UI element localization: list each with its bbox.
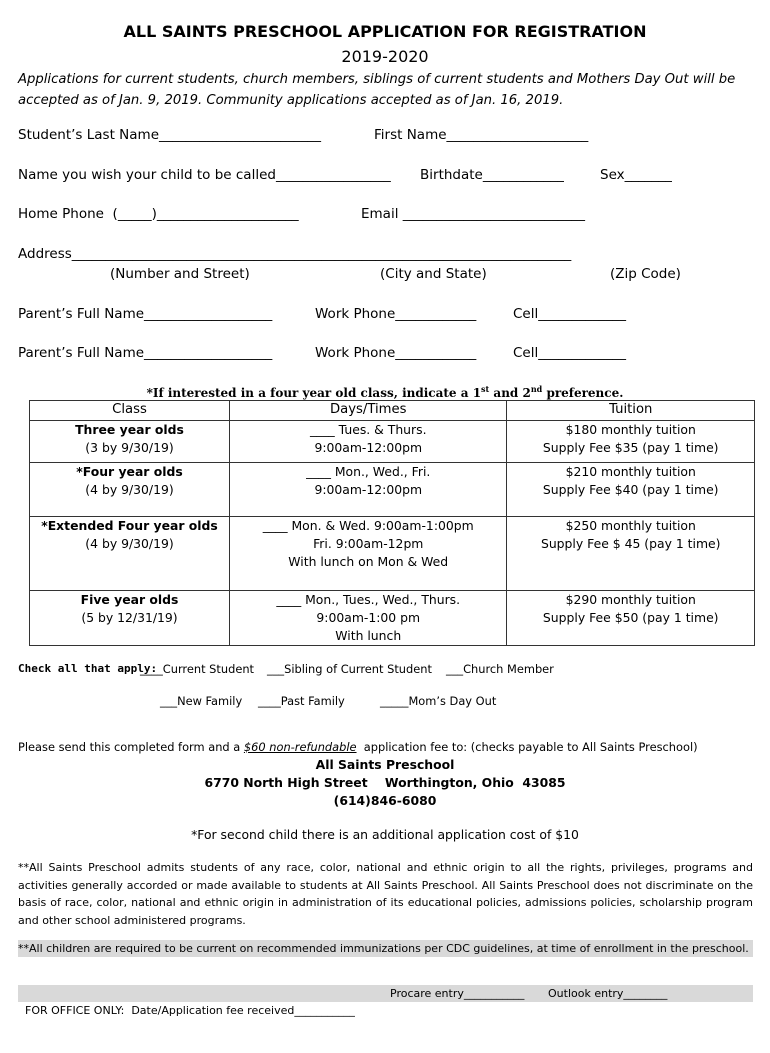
check-sibling[interactable]: ___Sibling of Current Student bbox=[267, 662, 432, 676]
mailing-instructions: Please send this completed form and a $60 non-refundable application fee to: (checks payable to All Saints Preschool) bbox=[18, 740, 698, 754]
parent2-name-field[interactable]: Parent’s Full Name___________________ bbox=[18, 345, 273, 361]
parent2-work-phone-field[interactable]: Work Phone____________ bbox=[315, 345, 477, 361]
birthdate-field[interactable]: Birthdate____________ bbox=[420, 167, 564, 183]
second-child-note: *For second child there is an additional application cost of $10 bbox=[191, 827, 579, 842]
application-fee: $60 non-refundable bbox=[243, 740, 357, 754]
last-name-field[interactable]: Student’s Last Name________________________ bbox=[18, 127, 321, 143]
class-cell: Three year olds (3 by 9/30/19) bbox=[30, 421, 230, 463]
check-current-student[interactable]: ____Current Student bbox=[140, 662, 255, 676]
parent2-cell-field[interactable]: Cell_____________ bbox=[513, 345, 626, 361]
header-days-times: Days/Times bbox=[230, 401, 507, 421]
sex-field[interactable]: Sex_______ bbox=[600, 167, 672, 183]
check-all-label: Check all that apply: bbox=[18, 662, 158, 675]
school-address: 6770 North High Street Worthington, Ohio 43085 bbox=[204, 775, 566, 790]
check-church-member[interactable]: ___Church Member bbox=[446, 662, 554, 676]
school-name: All Saints Preschool bbox=[315, 757, 455, 772]
tuition-cell: $210 monthly tuition Supply Fee $40 (pay 1 time) bbox=[507, 463, 755, 517]
address-city-hint: (City and State) bbox=[380, 266, 487, 282]
class-cell: Five year olds (5 by 12/31/19) bbox=[30, 591, 230, 646]
parent1-name-field[interactable]: Parent’s Full Name___________________ bbox=[18, 306, 273, 322]
table-row bbox=[30, 463, 755, 517]
days-cell[interactable]: ____ Tues. & Thurs. 9:00am-12:00pm bbox=[230, 421, 507, 463]
table-header-row bbox=[30, 401, 755, 421]
preference-note: *If interested in a four year old class, indicate a 1st and 2nd preference. bbox=[146, 384, 624, 400]
tuition-cell: $250 monthly tuition Supply Fee $ 45 (pay 1 time) bbox=[507, 517, 755, 591]
days-cell[interactable]: ____ Mon. & Wed. 9:00am-1:00pm Fri. 9:00am-12pm With lunch on Mon & Wed bbox=[230, 517, 507, 591]
header-tuition: Tuition bbox=[507, 401, 755, 421]
address-zip-hint: (Zip Code) bbox=[610, 266, 681, 282]
office-procare-entry[interactable]: Procare entry___________ bbox=[390, 987, 525, 1000]
tuition-cell: $180 monthly tuition Supply Fee $35 (pay 1 time) bbox=[507, 421, 755, 463]
check-moms-day-out[interactable]: _____Mom’s Day Out bbox=[380, 694, 497, 708]
immunization-note: **All children are required to be current on recommended immunizations per CDC guidelines, at time of enrollment in the preschool. bbox=[18, 940, 753, 957]
email-field[interactable]: Email ___________________________ bbox=[361, 206, 585, 222]
class-cell: *Four year olds (4 by 9/30/19) bbox=[30, 463, 230, 517]
office-outlook-entry[interactable]: Outlook entry________ bbox=[548, 987, 668, 1000]
address-number-hint: (Number and Street) bbox=[110, 266, 250, 282]
first-name-field[interactable]: First Name_____________________ bbox=[374, 127, 589, 143]
office-only-bar bbox=[18, 985, 753, 1017]
home-phone-field[interactable]: Home Phone (_____)_____________________ bbox=[18, 206, 299, 222]
address-field[interactable]: Address__________________________________________________________________________ bbox=[18, 246, 572, 262]
tuition-cell: $290 monthly tuition Supply Fee $50 (pay 1 time) bbox=[507, 591, 755, 646]
class-cell: *Extended Four year olds (4 by 9/30/19) bbox=[30, 517, 230, 591]
school-phone: (614)846-6080 bbox=[333, 793, 437, 808]
preferred-name-field[interactable]: Name you wish your child to be called_________________ bbox=[18, 167, 391, 183]
intro-text: Applications for current students, church members, siblings of current students and Mothers Day Out will be accepted as of Jan. 9, 2019. Community applications accepted as of Jan. 16, 2019. bbox=[18, 72, 736, 108]
check-past-family[interactable]: ____Past Family bbox=[258, 694, 345, 708]
table-row bbox=[30, 517, 755, 591]
header-class: Class bbox=[30, 401, 230, 421]
table-row bbox=[30, 421, 755, 463]
days-cell[interactable]: ____ Mon., Tues., Wed., Thurs. 9:00am-1:00 pm With lunch bbox=[230, 591, 507, 646]
parent1-cell-field[interactable]: Cell_____________ bbox=[513, 306, 626, 322]
form-title: ALL SAINTS PRESCHOOL APPLICATION FOR REGISTRATION bbox=[123, 22, 647, 41]
school-year: 2019-2020 bbox=[341, 47, 429, 66]
class-fee-table bbox=[29, 400, 755, 646]
check-new-family[interactable]: ___New Family bbox=[160, 694, 243, 708]
office-fee-received[interactable]: FOR OFFICE ONLY: Date/Application fee received___________ bbox=[25, 1004, 355, 1017]
nondiscrimination-statement: **All Saints Preschool admits students of any race, color, national and ethnic origin to all the rights, privileges, programs and activities generally accorded or made available to students at All Saints Preschool. All Saints Preschool does not discriminate on the basis of race, color, national and ethnic origin in administration of its educational policies, admissions policies, scholarship program and other school administered programs. bbox=[18, 861, 753, 927]
table-row bbox=[30, 591, 755, 646]
days-cell[interactable]: ____ Mon., Wed., Fri. 9:00am-12:00pm bbox=[230, 463, 507, 517]
parent1-work-phone-field[interactable]: Work Phone____________ bbox=[315, 306, 477, 322]
